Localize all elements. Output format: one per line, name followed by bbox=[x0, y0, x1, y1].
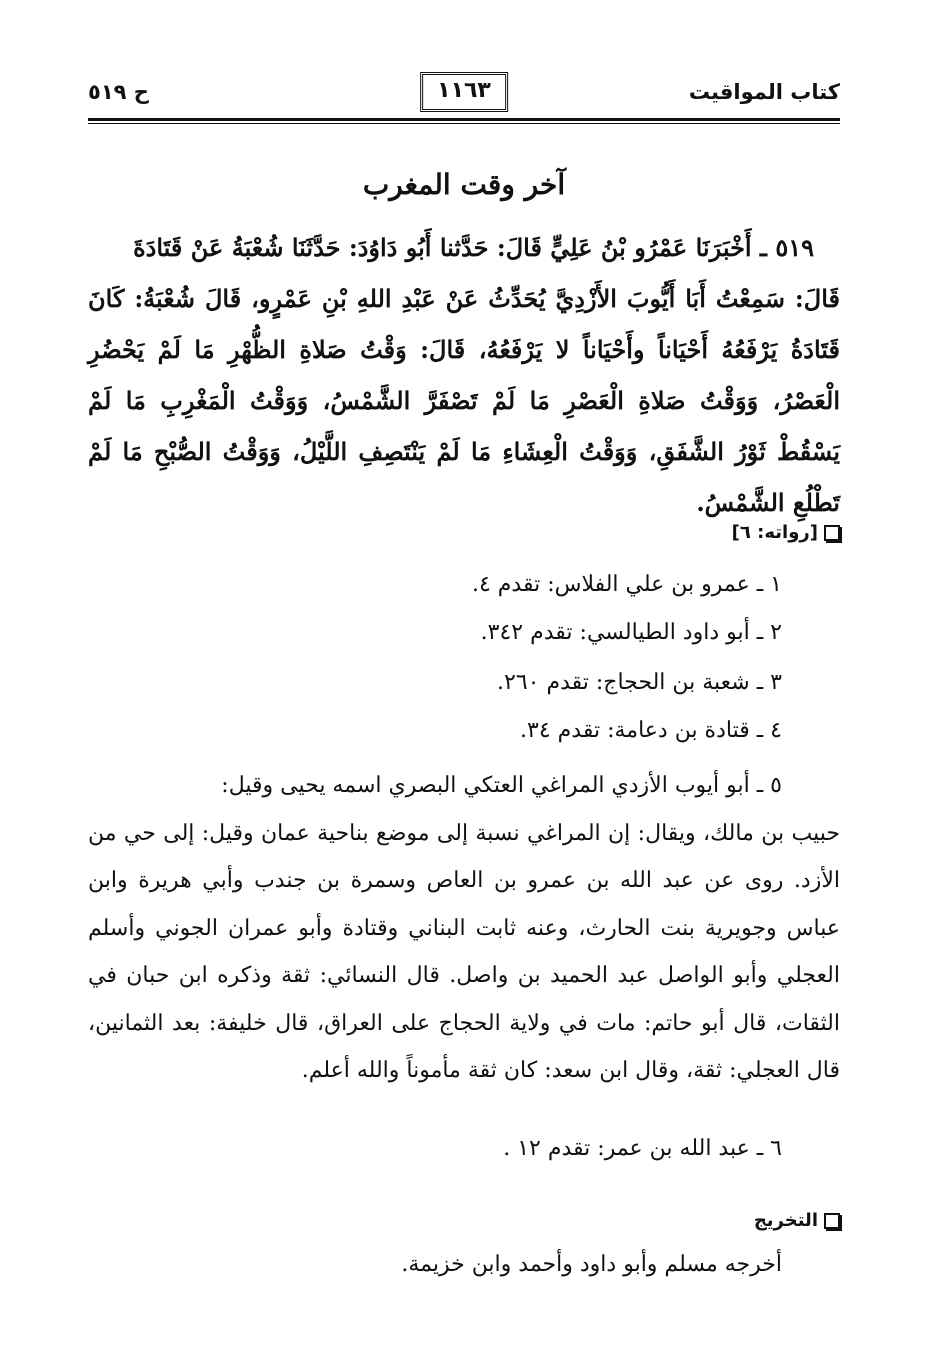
narrator-text: ٢ ـ أبو داود الطيالسي: تقدم ٣٤٢. bbox=[480, 620, 782, 645]
takhrij-text: أخرجه مسلم وأبو داود وأحمد وابن خزيمة. bbox=[401, 1252, 782, 1277]
hadith-body: قَالَ: سَمِعْتُ أَبَا أَيُّوبَ الأَزْدِيَّ يُحَدِّثُ عَنْ عَبْدِ اللهِ بْنِ عَمْرٍو، قَالَ شُعْبَةُ: كَانَ قَتَادَةُ يَرْفَعُهُ أَحْيَاناً وأَحْيَاناً لا يَرْفَعُهُ، قَالَ: وَقْتُ صَلاةِ الظُّهْرِ مَا لَمْ يَحْضُرِ الْعَصْرُ، وَوَقْتُ صَلاةِ الْعَصْرِ مَا لَمْ تَصْفَرَّ الشَّمْسُ، وَوَقْتُ الْمَغْرِبِ مَا لَمْ يَسْقُطْ ثَوْرُ الشَّفَقِ، وَوَقْتُ الْعِشَاءِ مَا لَمْ يَنْتَصِفِ اللَّيْلُ، وَوَقْتُ الصُّبْحِ مَا لَمْ تَطْلُعِ الشَّمْسُ. bbox=[88, 284, 840, 517]
narrator-text: ٦ ـ عبد الله بن عمر: تقدم ١٢ . bbox=[503, 1136, 782, 1161]
narrator-text: ٤ ـ قتادة بن دعامة: تقدم ٣٤. bbox=[520, 718, 782, 743]
page-header bbox=[88, 72, 840, 118]
chapter-title: آخر وقت المغرب bbox=[362, 168, 566, 201]
narrator-item-5 bbox=[88, 762, 840, 1095]
narrators-heading-label: [رواته: ٦] bbox=[731, 522, 818, 543]
narrator-item-6 bbox=[88, 1136, 840, 1161]
narrator-item-1 bbox=[88, 572, 840, 597]
square-bullet-icon bbox=[824, 1213, 840, 1229]
narrator-text: ٣ ـ شعبة بن الحجاج: تقدم ٢٦٠. bbox=[497, 670, 782, 695]
square-bullet-icon bbox=[824, 525, 840, 541]
narrator-item-2 bbox=[88, 620, 840, 645]
hadith-text bbox=[88, 222, 840, 528]
narrator-item-3 bbox=[88, 670, 840, 695]
narrators-heading bbox=[88, 522, 840, 543]
hadith-reference: ح ٥١٩ bbox=[88, 80, 149, 104]
page-number: ١١٦٣ bbox=[420, 72, 508, 112]
narrator-5-body: حبيب بن مالك، ويقال: إن المراغي نسبة إلى موضع بناحية عمان وقيل: إلى حي من الأزد. روى عن عبد الله بن عمرو بن العاص وسمرة بن جندب وأبي هريرة وابن عباس وجويرية بنت الحارث، وعنه ثابت البناني وقتادة وأبو عمران الجوني وأسلم العجلي وأبو الواصل عبد الحميد بن واصل. قال النسائي: ثقة وذكره ابن حبان في الثقات، قال أبو حاتم: مات في ولاية الحجاج على العراق، قال خليفة: بعد الثمانين، قال العجلي: ثقة، وقال ابن سعد: كان ثقة مأموناً والله أعلم. bbox=[88, 820, 840, 1083]
header-rule-thin bbox=[88, 123, 840, 124]
header-rule-thick bbox=[88, 118, 840, 121]
takhrij-heading-label: التخريج bbox=[753, 1210, 818, 1231]
narrator-5-first-line: ٥ ـ أبو أيوب الأزدي المراغي العتكي البصري اسمه يحيى وقيل: bbox=[221, 773, 782, 798]
narrator-item-4 bbox=[88, 718, 840, 743]
takhrij-heading bbox=[88, 1210, 840, 1231]
hadith-first-line: ٥١٩ ـ أَخْبَرَنَا عَمْرُو بْنُ عَلِيٍّ قَالَ: حَدَّثنا أَبُو دَاوُدَ: حَدَّثَنَا شُعْبَةُ عَنْ قَتَادَةَ bbox=[133, 233, 814, 262]
book-title: كتاب المواقيت bbox=[688, 80, 840, 104]
narrator-text: ١ ـ عمرو بن علي الفلاس: تقدم ٤. bbox=[471, 572, 782, 597]
